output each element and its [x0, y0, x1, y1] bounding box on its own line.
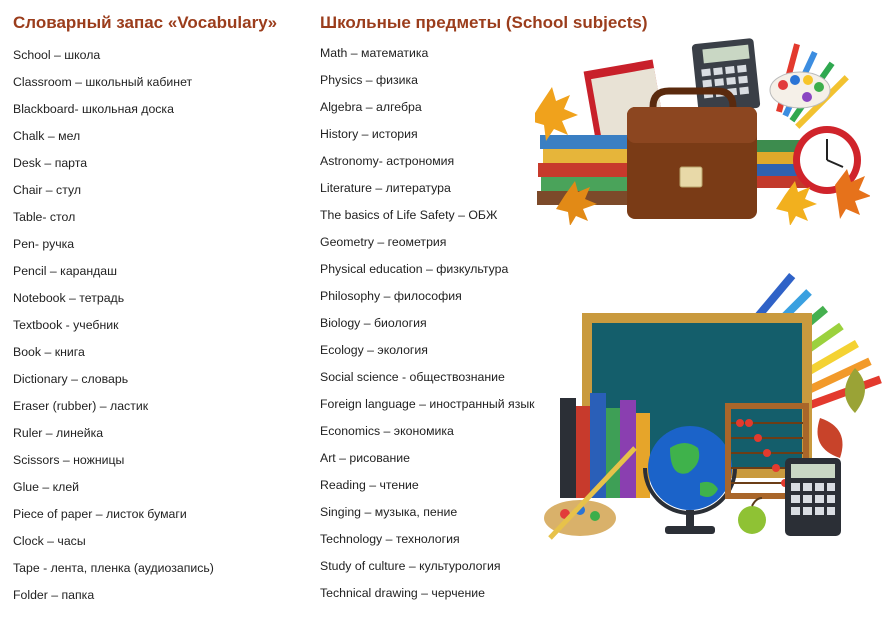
subjects-title: Школьные предметы (School subjects): [320, 13, 648, 32]
list-item: Tape - лента, пленка (аудиозапись): [13, 561, 214, 575]
list-item: Physical education – физкультура: [320, 262, 509, 276]
classroom-illustration: [540, 248, 885, 548]
school-supplies-svg: [535, 35, 870, 225]
list-item: Glue – клей: [13, 480, 80, 494]
list-item: Reading – чтение: [320, 478, 419, 492]
calculator-icon: [692, 38, 761, 114]
list-item: School – школа: [13, 48, 101, 62]
list-item: Eraser (rubber) – ластик: [13, 399, 149, 413]
list-item: Foreign language – иностранный язык: [320, 397, 535, 411]
list-item: Geometry – геометрия: [320, 235, 447, 249]
list-item: Philosophy – философия: [320, 289, 462, 303]
list-item: Study of culture – культурология: [320, 559, 501, 573]
list-item: Physics – физика: [320, 73, 419, 87]
list-item: Singing – музыка, пение: [320, 505, 458, 519]
list-item: Technical drawing – черчение: [320, 586, 485, 600]
list-item: Folder – папка: [13, 588, 95, 602]
list-item: Clock – часы: [13, 534, 86, 548]
list-item: Economics – экономика: [320, 424, 454, 438]
list-item: Astronomy- астрономия: [320, 154, 455, 168]
list-item: Book – книга: [13, 345, 85, 359]
list-item: Art – рисование: [320, 451, 410, 465]
list-item: Desk – парта: [13, 156, 88, 170]
school-supplies-illustration: [535, 35, 870, 225]
apple-icon: [738, 498, 766, 534]
list-item: History – история: [320, 127, 418, 141]
list-item: Ruler – линейка: [13, 426, 104, 440]
globe-icon: [645, 426, 735, 534]
vocabulary-title: Словарный запас «Vocabulary»: [13, 13, 278, 32]
list-item: The basics of Life Safety – ОБЖ: [320, 208, 498, 222]
paint-palette-icon: [770, 72, 830, 108]
list-item: Literature – литература: [320, 181, 451, 195]
briefcase-icon: [627, 91, 757, 219]
list-item: Pencil – карандаш: [13, 264, 118, 278]
list-item: Ecology – экология: [320, 343, 428, 357]
list-item: Chalk – мел: [13, 129, 81, 143]
list-item: Classroom – школьный кабинет: [13, 75, 193, 89]
list-item: Piece of paper – листок бумаги: [13, 507, 187, 521]
calculator-icon: [785, 458, 841, 536]
list-item: Biology – биология: [320, 316, 427, 330]
leaf-icon: [818, 418, 843, 458]
classroom-svg: [540, 248, 885, 548]
list-item: Notebook – тетрадь: [13, 291, 125, 305]
list-item: Blackboard- школьная доска: [13, 102, 174, 116]
list-item: Social science - обществознание: [320, 370, 505, 384]
list-item: Technology – технология: [320, 532, 460, 546]
vocabulary-list: [13, 47, 214, 614]
list-item: Table- стол: [13, 210, 76, 224]
list-item: Algebra – алгебра: [320, 100, 422, 114]
list-item: Chair – стул: [13, 183, 82, 197]
list-item: Math – математика: [320, 46, 429, 60]
subjects-list: [320, 45, 535, 612]
list-item: Pen- ручка: [13, 237, 75, 251]
list-item: Textbook - учебник: [13, 318, 119, 332]
list-item: Scissors – ножницы: [13, 453, 125, 467]
list-item: Dictionary – словарь: [13, 372, 129, 386]
